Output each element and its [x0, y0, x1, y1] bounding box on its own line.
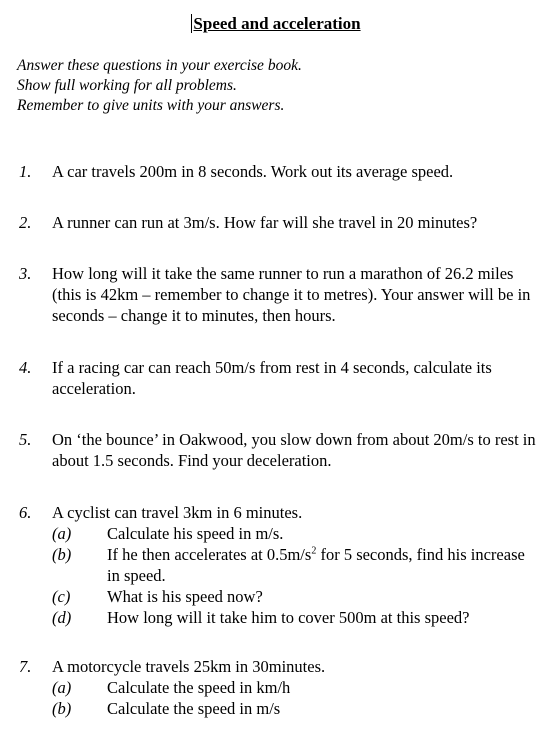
- question-6: [19, 502, 539, 628]
- question-3: [19, 263, 539, 326]
- question-number: 4.: [19, 358, 32, 377]
- question-4: [19, 357, 539, 399]
- part-letter: (a): [52, 678, 72, 697]
- question-text: On ‘the bounce’ in Oakwood, you slow down from about 20m/s to rest in about 1.5 seconds. Find your deceleration.: [52, 430, 536, 470]
- question-text: A motorcycle travels 25km in 30minutes.: [52, 657, 326, 676]
- part-letter: (b): [52, 699, 72, 718]
- question-number: 2.: [19, 213, 32, 232]
- page-title: Speed and acceleration: [193, 14, 361, 33]
- question-part-d: [52, 607, 539, 628]
- question-number: 1.: [19, 162, 32, 181]
- instruction-line: Answer these questions in your exercise book.: [17, 57, 302, 74]
- part-text: Calculate the speed in km/h: [107, 678, 291, 697]
- question-number: 7.: [19, 657, 32, 676]
- part-letter: (a): [52, 524, 72, 543]
- part-text: Calculate the speed in m/s: [107, 699, 281, 718]
- question-part-b: [52, 544, 539, 586]
- part-letter: (b): [52, 545, 72, 564]
- part-text: What is his speed now?: [107, 587, 263, 606]
- part-text: How long will it take him to cover 500m at this speed?: [107, 608, 470, 627]
- question-5: [19, 429, 539, 471]
- part-text: Calculate his speed in m/s.: [107, 524, 284, 543]
- question-text: If a racing car can reach 50m/s from rest in 4 seconds, calculate its acceleration.: [52, 358, 492, 398]
- question-part-b: [52, 698, 539, 719]
- question-text: A runner can run at 3m/s. How far will she travel in 20 minutes?: [52, 213, 478, 232]
- question-7: [19, 656, 539, 719]
- instruction-line: Show full working for all problems.: [17, 77, 237, 94]
- question-1: [19, 161, 539, 182]
- question-text: A car travels 200m in 8 seconds. Work out its average speed.: [52, 162, 454, 181]
- question-number: 3.: [19, 264, 32, 283]
- question-text: How long will it take the same runner to run a marathon of 26.2 miles (this is 42km – remember to change it to metres). Your answer will be in seconds – change it to minutes, then hours.: [52, 264, 531, 325]
- question-number: 5.: [19, 430, 32, 449]
- superscript: 2: [311, 545, 317, 557]
- question-text: A cyclist can travel 3km in 6 minutes.: [52, 503, 303, 522]
- question-number: 6.: [19, 503, 32, 522]
- question-part-c: [52, 586, 539, 607]
- part-text: If he then accelerates at $0.5m/s^2$ for 5 seconds, find his increase in speed.: [107, 545, 525, 585]
- instruction-line: Remember to give units with your answers.: [17, 97, 285, 114]
- instructions: [17, 56, 302, 116]
- question-2: [19, 212, 539, 233]
- part-letter: (d): [52, 608, 72, 627]
- question-part-a: [52, 677, 539, 698]
- part-letter: (c): [52, 587, 71, 606]
- question-part-a: [52, 523, 539, 544]
